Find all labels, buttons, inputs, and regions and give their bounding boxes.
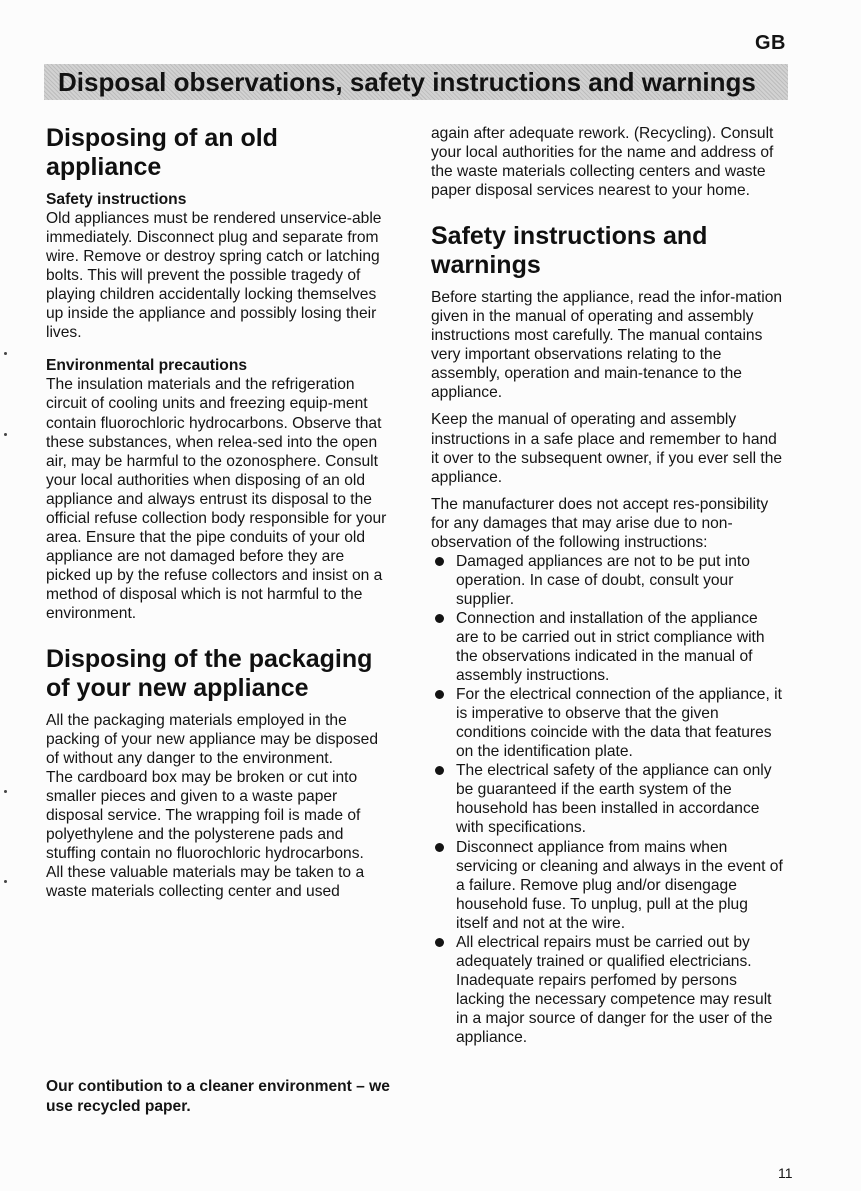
- page-number: 11: [778, 1165, 793, 1181]
- heading-safety-instructions: Safety instructions: [46, 191, 187, 208]
- heading-safety-instructions-warnings: Safety instructions and warnings: [431, 222, 708, 280]
- section-banner: [44, 64, 788, 100]
- safety-paragraph-2: Keep the manual of operating and assembly instructions in a safe place and remember to hand it over to the subsequent owner, if you ever sell the appliance.: [431, 411, 783, 486]
- packaging-paragraph-2: The cardboard box may be broken or cut into smaller pieces and given to a waste paper disposal service. The wrapping foil is made of polyethylene and the polysterene pads and stuffing contain no fluorochloric hydrocarbons.: [46, 769, 364, 863]
- language-code: GB: [755, 32, 786, 54]
- left-column: [46, 124, 391, 902]
- margin-mark: [4, 790, 7, 793]
- safety-paragraph-3: The manufacturer does not accept res-ponsibility for any damages that may arise due to non-observation of the following instructions:: [431, 495, 769, 551]
- packaging-paragraph-3: All these valuable materials may be taken to a waste materials collecting center and used: [46, 864, 365, 901]
- bullet-item: The electrical safety of the appliance can only be guaranteed if the earth system of the household has been installed in accordance with specifications.: [431, 761, 784, 837]
- heading-environmental-precautions: Environmental precautions: [46, 357, 248, 375]
- packaging-paragraph-1: All the packaging materials employed in the packing of your new appliance may be disposed of without any danger to the environment.: [46, 712, 379, 768]
- bullet-item: For the electrical connection of the appliance, it is imperative to observe that the given conditions coincide with the data that features on the identification plate.: [431, 685, 784, 761]
- safety-paragraph-1: Before starting the appliance, read the infor-mation given in the manual of operating and assembly instructions most carefully. The manual contains very important observations relating to the assembly, operation and main-tenance to the appliance.: [431, 289, 783, 402]
- bullet-item: Connection and installation of the appliance are to be carried out in strict compliance with the observations indicated in the manual of assembly instructions.: [431, 609, 784, 685]
- heading-disposing-old-appliance: Disposing of an old appliance: [46, 124, 278, 181]
- safety-bullet-list: [431, 552, 784, 1047]
- environmental-precautions-text: The insulation materials and the refrigeration circuit of cooling units and freezing equip-ment contain fluorochloric hydrocarbons. Observe that these substances, when relea-sed into the open air, may be harmful to the ozonosphere. Consult your local authorities when disposing of an old appliance and always entrust its disposal to the official refuse collection body responsible for your area. Ensure that the pipe conduits of your old appliance are not damaged before they are picked up by the refuse collectors and insist on a method of disposal which is not harmful to the environment.: [46, 376, 387, 622]
- margin-mark: [4, 433, 7, 436]
- recycling-continued-text: again after adequate rework. (Recycling). Consult your local authorities for the name and address of the waste materials collecting centers and waste paper disposal services nearest to your home.: [431, 125, 774, 200]
- margin-mark: [4, 352, 7, 355]
- margin-mark: [4, 880, 7, 883]
- bullet-item: Damaged appliances are not to be put into operation. In case of doubt, consult your supplier.: [431, 552, 784, 609]
- right-column: [431, 124, 784, 1047]
- recycled-paper-note: Our contibution to a cleaner environment – we use recycled paper.: [46, 1078, 390, 1115]
- bullet-item: All electrical repairs must be carried out by adequately trained or qualified electricians. Inadequate repairs perfomed by persons lacking the necessary competence may result in a major source of danger for the user of the appliance.: [431, 933, 784, 1047]
- bullet-item: Disconnect appliance from mains when servicing or cleaning and always in the event of a failure. Remove plug and/or disengage household fuse. To unplug, pull at the plug itself and not at the wire.: [431, 838, 784, 933]
- safety-instructions-text: Old appliances must be rendered unservice-able immediately. Disconnect plug and separate from wire. Remove or destroy spring catch or latching bolts. This will prevent the possible tragedy of playing children accidentally locking themselves up inside the appliance and possibly losing their lives.: [46, 210, 382, 342]
- heading-disposing-packaging: Disposing of the packaging of your new appliance: [46, 645, 373, 703]
- banner-title: Disposal observations, safety instructions and warnings: [58, 66, 756, 97]
